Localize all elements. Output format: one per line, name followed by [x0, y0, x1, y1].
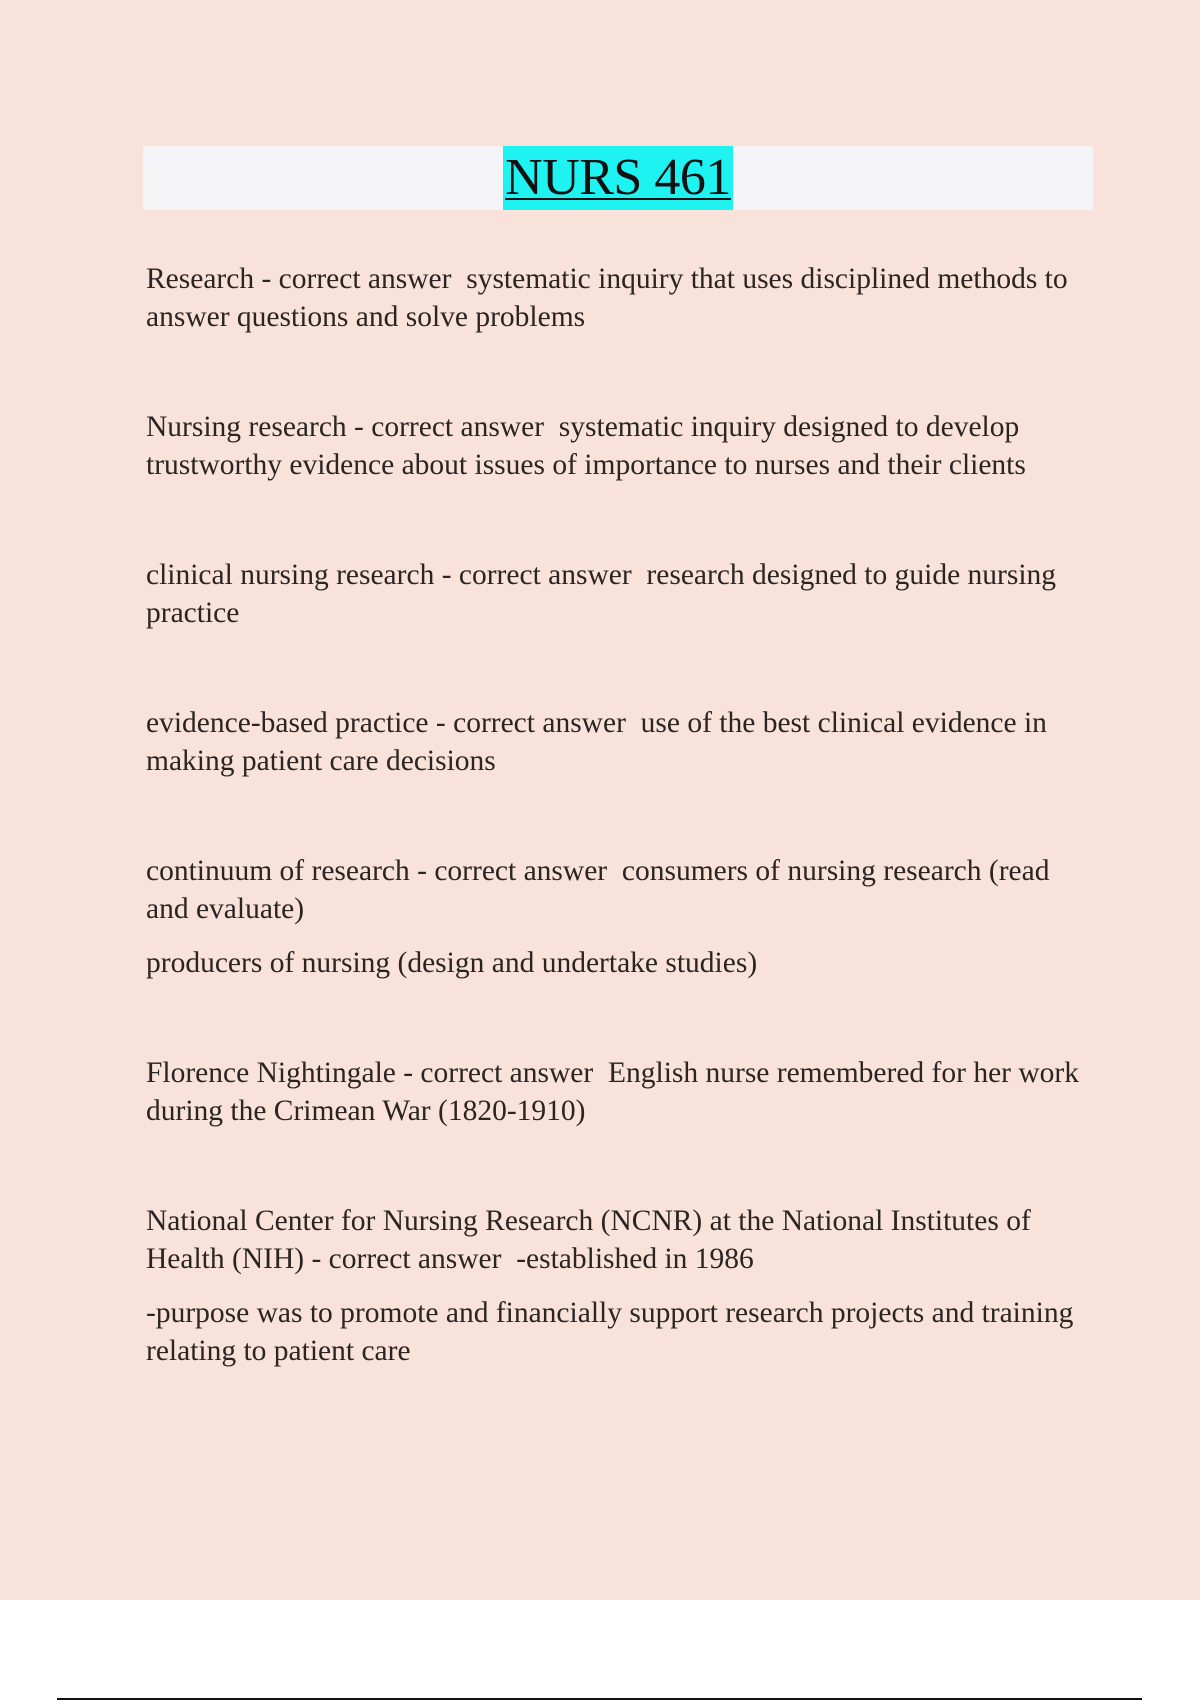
- entry-text: Florence Nightingale - correct answer English nurse remembered for her work during the Crimean War (1820-1910): [146, 1057, 1087, 1127]
- entry-text: clinical nursing research - correct answer research designed to guide nursing practice: [146, 559, 1064, 629]
- document-title: NURS 461: [503, 146, 733, 210]
- flashcard-entry-research: [146, 260, 1096, 336]
- flashcard-entry-continuum-of-research: [146, 852, 1096, 982]
- flashcard-entry-ncnr: [146, 1202, 1096, 1370]
- entry-text: Nursing research - correct answer systematic inquiry designed to develop trustworthy evidence about issues of importance to nurses and their clients: [146, 411, 1027, 481]
- entry-text-continued: producers of nursing (design and undertake studies): [146, 947, 758, 979]
- flashcard-entry-florence-nightingale: [146, 1054, 1096, 1130]
- entry-text: National Center for Nursing Research (NCNR) at the National Institutes of Health (NIH) - correct answer -established in 1986: [146, 1205, 1039, 1275]
- flashcard-entry-clinical-nursing-research: [146, 556, 1096, 632]
- flashcard-entry-evidence-based-practice: [146, 704, 1096, 780]
- entry-text-continued: -purpose was to promote and financially support research projects and training relating to patient care: [146, 1297, 1081, 1367]
- flashcard-list: [146, 260, 1096, 1442]
- flashcard-entry-nursing-research: [146, 408, 1096, 484]
- entry-text: Research - correct answer systematic inquiry that uses disciplined methods to answer questions and solve problems: [146, 263, 1075, 333]
- title-band: [143, 146, 1093, 210]
- entry-text: continuum of research - correct answer consumers of nursing research (read and evaluate): [146, 855, 1057, 925]
- entry-text: evidence-based practice - correct answer use of the best clinical evidence in making patient care decisions: [146, 707, 1055, 777]
